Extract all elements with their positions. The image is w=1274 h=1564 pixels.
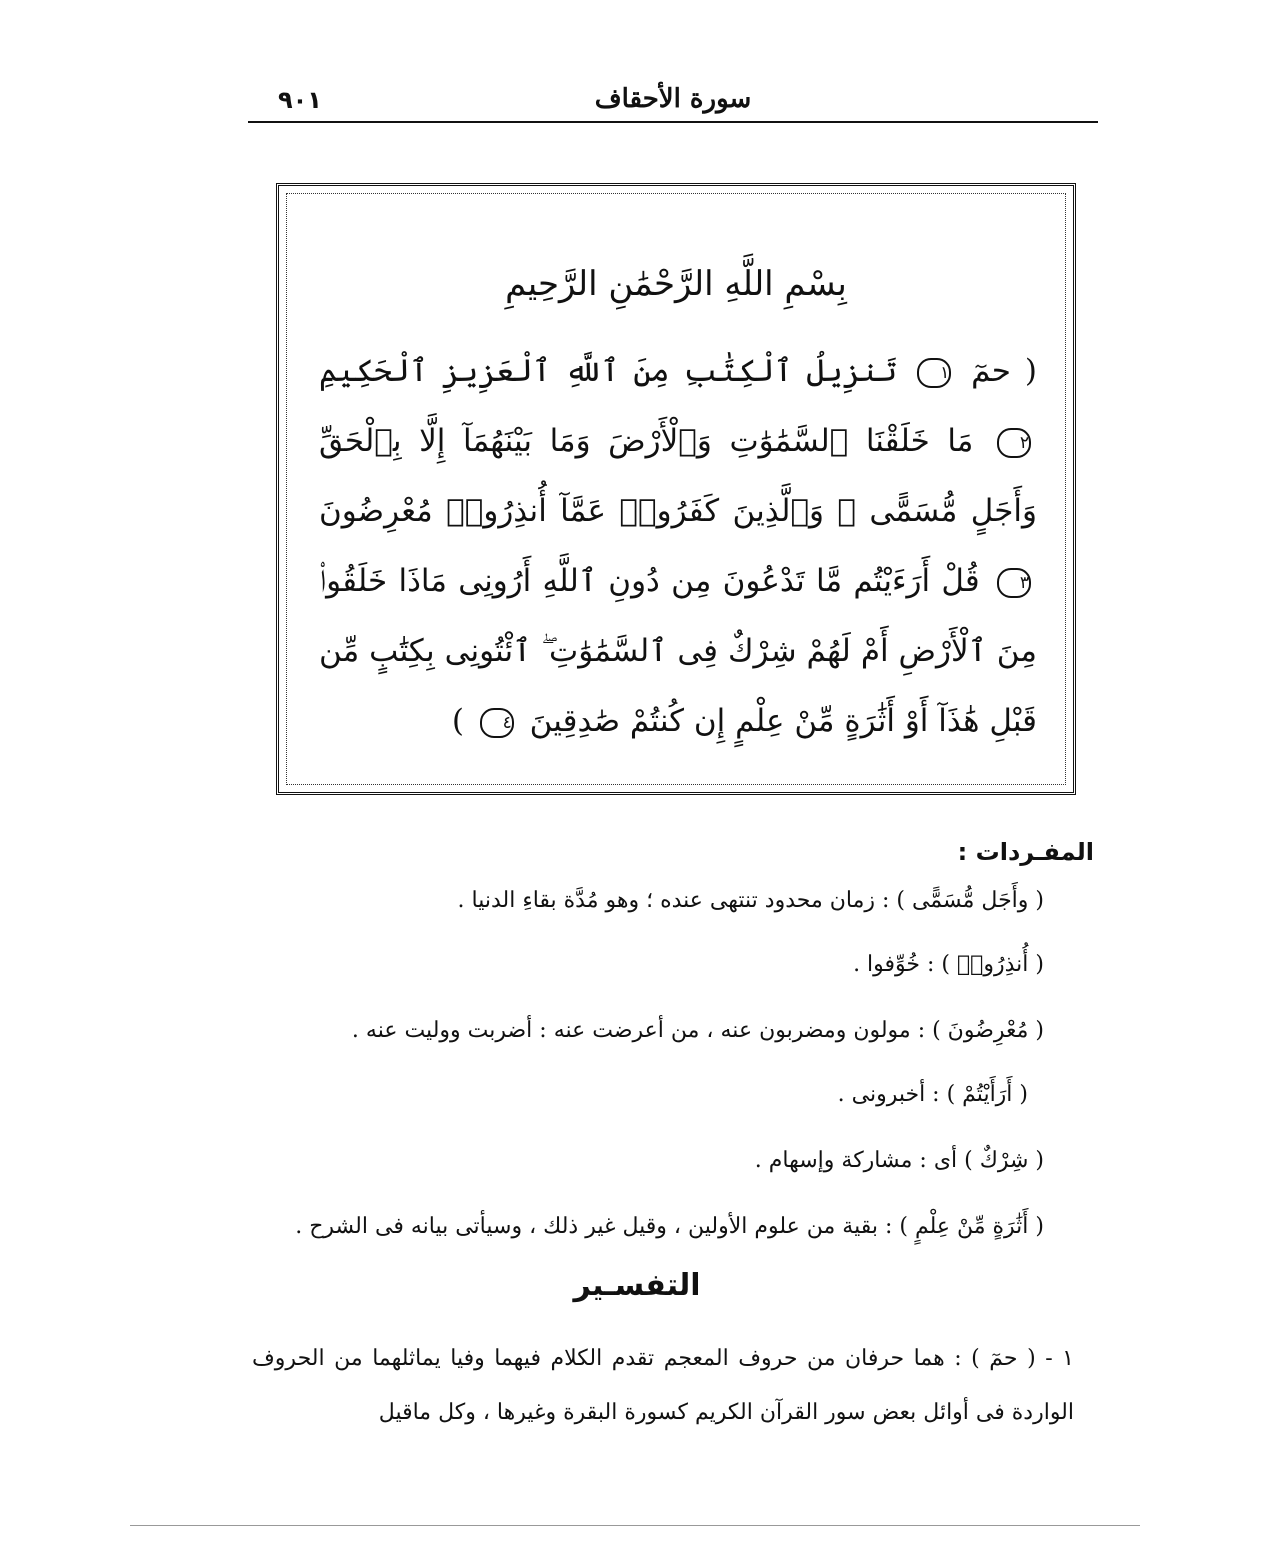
- verse-text: تَنزِيلُ ٱلْكِتَٰبِ مِنَ ٱللَّهِ ٱلْعَزِيزِ ٱلْحَكِيمِ: [319, 353, 898, 389]
- tafsir-title: [0, 1268, 1274, 1303]
- vocab-item: ( شِرْكٌ ) أى : مشاركة وإسهام .: [754, 1148, 1044, 1173]
- page-header: [248, 80, 1098, 122]
- quran-verses: [319, 336, 1037, 756]
- page-number: ٩٠١: [278, 86, 322, 114]
- vocab-item: ( أُنذِرُوا۟ ) : خُوِّفوا .: [853, 952, 1044, 977]
- vocab-item: ( وأَجَل مُّسَمًّى ) : زمان محدود تنتهى عنده ؛ وهو مُدَّة بقاءِ الدنيا .: [457, 888, 1044, 913]
- verse-text: مَا خَلَقْنَا ٱلسَّمَٰوَٰتِ وَٱلْأَرْضَ وَمَا بَيْنَهُمَآ إِلَّا بِٱلْحَقِّ وَأَجَلٍ مُّسَمًّى ۚ وَٱلَّذِينَ كَفَرُوا۟ عَمَّآ أُنذِرُوا۟ مُعْرِضُونَ: [319, 423, 1037, 529]
- surah-name: سورة الأحقاف: [594, 84, 752, 114]
- verse-text: قُلْ أَرَءَيْتُم مَّا تَدْعُونَ مِن دُونِ ٱللَّهِ أَرُونِى مَاذَا خَلَقُوا۟ مِنَ ٱلْأَرْضِ أَمْ لَهُمْ شِرْكٌ فِى ٱلسَّمَٰوَٰتِ ۖ ٱئْتُونِى بِكِتَٰبٍ مِّن قَبْلِ هَٰذَآ أَوْ أَثَٰرَةٍ مِّنْ عِلْمٍ إِن كُنتُمْ صَٰدِقِينَ: [319, 563, 1037, 739]
- verse-text: ( حمٓ: [971, 353, 1037, 389]
- verse-number-marker: ١: [917, 358, 951, 388]
- closing-bracket: ): [451, 703, 464, 739]
- verse-number-marker: ٤: [480, 708, 514, 738]
- vocab-item: ( مُعْرِضُونَ ) : مولون ومضربون عنه ، من أعرضت عنه : أضربت ووليت عنه .: [351, 1018, 1044, 1043]
- vocab-item: ( أَثَٰرَةٍ مِّنْ عِلْمٍ ) : بقية من علوم الأولين ، وقيل غير ذلك ، وسيأتى بيانه فى الشرح .: [295, 1214, 1044, 1239]
- header-rule: [248, 121, 1098, 123]
- basmala: بِسْمِ اللَّهِ الرَّحْمَٰنِ الرَّحِيمِ: [505, 264, 847, 304]
- tafsir-paragraph: ١ - ( حمٓ ) : هما حرفان من حروف المعجم تقدم الكلام فيهما وفيا يماثلهما من الحروف الواردة فى أوائل بعض سور القرآن الكريم كسورة البقرة وغيرها ، وكل ماقيل: [252, 1346, 1074, 1425]
- tafsir-title-text: التفسـير: [573, 1268, 701, 1303]
- verse-number-marker: ٣: [997, 568, 1031, 598]
- verse-number-marker: ٢: [997, 428, 1031, 458]
- bottom-rule: [130, 1525, 1140, 1526]
- vocabulary-title: المفـردات :: [957, 838, 1094, 866]
- quran-frame: [276, 183, 1076, 795]
- vocab-item: ( أَرَأَيْتُمْ ) : أخبرونى .: [837, 1082, 1028, 1107]
